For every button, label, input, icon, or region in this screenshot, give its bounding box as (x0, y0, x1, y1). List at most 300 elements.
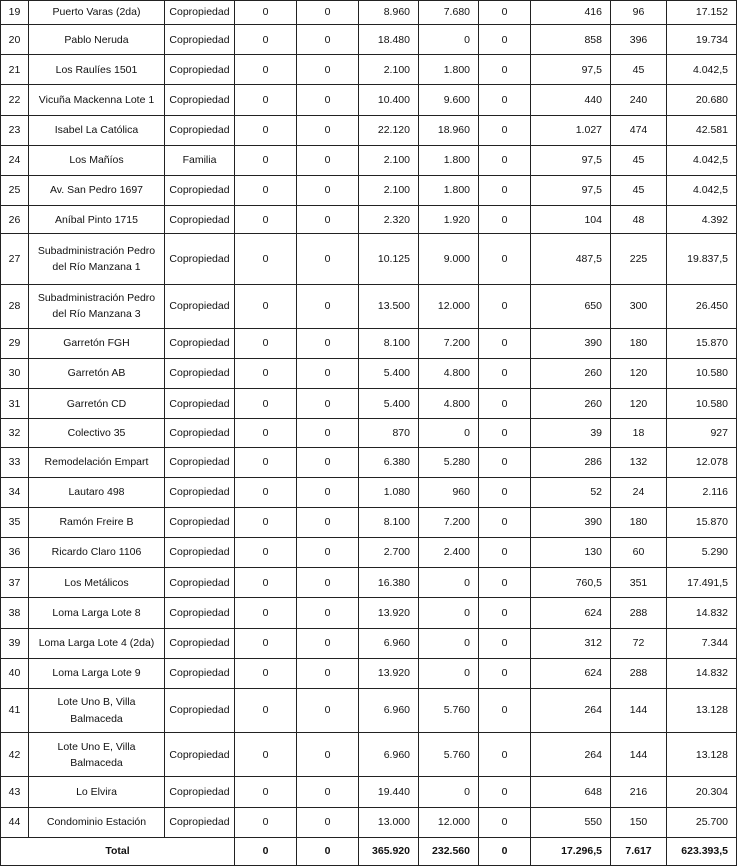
value-col-5: 0 (479, 85, 531, 115)
ownership-type: Copropiedad (165, 175, 235, 205)
value-col-5: 0 (479, 688, 531, 732)
row-number: 26 (1, 206, 29, 234)
row-number: 42 (1, 733, 29, 777)
value-col-4: 12.000 (419, 807, 479, 837)
value-col-3: 16.380 (359, 568, 419, 598)
value-col-7: 132 (611, 447, 667, 477)
value-col-2: 0 (297, 507, 359, 537)
site-name: Los Mañíos (29, 145, 165, 175)
site-name: Loma Larga Lote 8 (29, 598, 165, 628)
total-value-col-1: 0 (235, 837, 297, 865)
ownership-type: Copropiedad (165, 658, 235, 688)
value-col-1: 0 (235, 389, 297, 419)
table-row (1, 688, 737, 732)
site-name: Los Raulíes 1501 (29, 55, 165, 85)
total-value-col-3: 365.920 (359, 837, 419, 865)
site-name: Garretón AB (29, 359, 165, 389)
value-col-6: 416 (531, 1, 611, 25)
site-name: Pablo Neruda (29, 25, 165, 55)
site-name: Remodelación Empart (29, 447, 165, 477)
ownership-type: Copropiedad (165, 807, 235, 837)
table-row (1, 85, 737, 115)
ownership-type: Copropiedad (165, 115, 235, 145)
value-col-8: 42.581 (667, 115, 737, 145)
value-col-1: 0 (235, 115, 297, 145)
value-col-8: 15.870 (667, 507, 737, 537)
value-col-3: 18.480 (359, 25, 419, 55)
value-col-4: 12.000 (419, 284, 479, 328)
value-col-1: 0 (235, 598, 297, 628)
value-col-2: 0 (297, 145, 359, 175)
value-col-2: 0 (297, 628, 359, 658)
site-name: Subadministración Pedro del Río Manzana 1 (29, 234, 165, 284)
value-col-2: 0 (297, 538, 359, 568)
value-col-2: 0 (297, 733, 359, 777)
value-col-3: 1.080 (359, 477, 419, 507)
total-label: Total (1, 837, 235, 865)
value-col-2: 0 (297, 477, 359, 507)
value-col-6: 264 (531, 733, 611, 777)
table-row (1, 419, 737, 447)
value-col-1: 0 (235, 807, 297, 837)
value-col-8: 10.580 (667, 359, 737, 389)
ownership-type: Copropiedad (165, 568, 235, 598)
value-col-3: 19.440 (359, 777, 419, 807)
value-col-7: 120 (611, 359, 667, 389)
value-col-1: 0 (235, 55, 297, 85)
ownership-type: Copropiedad (165, 359, 235, 389)
value-col-7: 144 (611, 688, 667, 732)
row-number: 35 (1, 507, 29, 537)
row-number: 37 (1, 568, 29, 598)
value-col-8: 4.042,5 (667, 55, 737, 85)
site-name: Subadministración Pedro del Río Manzana 3 (29, 284, 165, 328)
value-col-7: 18 (611, 419, 667, 447)
table-row (1, 115, 737, 145)
value-col-8: 20.680 (667, 85, 737, 115)
value-col-8: 17.152 (667, 1, 737, 25)
ownership-type: Copropiedad (165, 688, 235, 732)
value-col-4: 4.800 (419, 359, 479, 389)
value-col-5: 0 (479, 115, 531, 145)
value-col-2: 0 (297, 115, 359, 145)
value-col-3: 22.120 (359, 115, 419, 145)
value-col-2: 0 (297, 328, 359, 358)
value-col-4: 0 (419, 568, 479, 598)
site-name: Garretón CD (29, 389, 165, 419)
table-row (1, 234, 737, 284)
ownership-type: Copropiedad (165, 284, 235, 328)
value-col-4: 2.400 (419, 538, 479, 568)
table-row (1, 25, 737, 55)
value-col-1: 0 (235, 777, 297, 807)
value-col-4: 9.600 (419, 85, 479, 115)
table-row (1, 206, 737, 234)
value-col-1: 0 (235, 507, 297, 537)
site-name: Puerto Varas (2da) (29, 1, 165, 25)
row-number: 25 (1, 175, 29, 205)
table-row (1, 477, 737, 507)
value-col-1: 0 (235, 145, 297, 175)
value-col-3: 5.400 (359, 389, 419, 419)
row-number: 27 (1, 234, 29, 284)
value-col-6: 858 (531, 25, 611, 55)
row-number: 21 (1, 55, 29, 85)
value-col-4: 7.200 (419, 507, 479, 537)
table-row (1, 175, 737, 205)
value-col-6: 1.027 (531, 115, 611, 145)
row-number: 39 (1, 628, 29, 658)
value-col-7: 72 (611, 628, 667, 658)
ownership-type: Copropiedad (165, 1, 235, 25)
value-col-8: 25.700 (667, 807, 737, 837)
value-col-1: 0 (235, 568, 297, 598)
ownership-type: Copropiedad (165, 477, 235, 507)
row-number: 33 (1, 447, 29, 477)
value-col-3: 10.125 (359, 234, 419, 284)
value-col-4: 0 (419, 628, 479, 658)
value-col-5: 0 (479, 807, 531, 837)
value-col-6: 312 (531, 628, 611, 658)
value-col-6: 624 (531, 598, 611, 628)
total-value-col-4: 232.560 (419, 837, 479, 865)
value-col-5: 0 (479, 175, 531, 205)
site-name: Vicuña Mackenna Lote 1 (29, 85, 165, 115)
value-col-1: 0 (235, 477, 297, 507)
total-value-col-2: 0 (297, 837, 359, 865)
table-row (1, 284, 737, 328)
ownership-type: Copropiedad (165, 206, 235, 234)
value-col-2: 0 (297, 55, 359, 85)
value-col-3: 2.700 (359, 538, 419, 568)
ownership-type: Copropiedad (165, 447, 235, 477)
row-number: 38 (1, 598, 29, 628)
value-col-7: 144 (611, 733, 667, 777)
value-col-8: 2.116 (667, 477, 737, 507)
value-col-7: 396 (611, 25, 667, 55)
value-col-3: 870 (359, 419, 419, 447)
ownership-type: Copropiedad (165, 598, 235, 628)
value-col-4: 4.800 (419, 389, 479, 419)
ownership-type: Copropiedad (165, 419, 235, 447)
value-col-4: 5.280 (419, 447, 479, 477)
table-body (1, 1, 737, 866)
row-number: 43 (1, 777, 29, 807)
ownership-type: Copropiedad (165, 628, 235, 658)
value-col-6: 260 (531, 389, 611, 419)
value-col-8: 19.837,5 (667, 234, 737, 284)
value-col-3: 8.100 (359, 507, 419, 537)
ownership-type: Familia (165, 145, 235, 175)
ownership-type: Copropiedad (165, 777, 235, 807)
site-name: Condominio Estación (29, 807, 165, 837)
value-col-4: 1.800 (419, 55, 479, 85)
value-col-5: 0 (479, 598, 531, 628)
value-col-3: 13.920 (359, 658, 419, 688)
ownership-type: Copropiedad (165, 85, 235, 115)
value-col-1: 0 (235, 733, 297, 777)
row-number: 31 (1, 389, 29, 419)
value-col-5: 0 (479, 777, 531, 807)
value-col-7: 240 (611, 85, 667, 115)
value-col-4: 0 (419, 777, 479, 807)
value-col-6: 97,5 (531, 145, 611, 175)
row-number: 28 (1, 284, 29, 328)
value-col-2: 0 (297, 1, 359, 25)
table-row (1, 568, 737, 598)
site-name: Loma Larga Lote 4 (2da) (29, 628, 165, 658)
site-name: Lo Elvira (29, 777, 165, 807)
value-col-6: 390 (531, 507, 611, 537)
value-col-7: 96 (611, 1, 667, 25)
ownership-type: Copropiedad (165, 328, 235, 358)
row-number: 30 (1, 359, 29, 389)
value-col-2: 0 (297, 688, 359, 732)
value-col-7: 288 (611, 658, 667, 688)
row-number: 22 (1, 85, 29, 115)
value-col-3: 2.320 (359, 206, 419, 234)
value-col-5: 0 (479, 568, 531, 598)
value-col-1: 0 (235, 688, 297, 732)
value-col-1: 0 (235, 359, 297, 389)
value-col-3: 8.960 (359, 1, 419, 25)
row-number: 20 (1, 25, 29, 55)
site-name: Isabel La Católica (29, 115, 165, 145)
value-col-4: 7.200 (419, 328, 479, 358)
table-row (1, 538, 737, 568)
site-name: Lote Uno B, Villa Balmaceda (29, 688, 165, 732)
value-col-6: 286 (531, 447, 611, 477)
value-col-6: 130 (531, 538, 611, 568)
value-col-8: 5.290 (667, 538, 737, 568)
site-name: Lautaro 498 (29, 477, 165, 507)
value-col-3: 6.380 (359, 447, 419, 477)
ownership-type: Copropiedad (165, 389, 235, 419)
table-row (1, 359, 737, 389)
site-name: Ramón Freire B (29, 507, 165, 537)
value-col-5: 0 (479, 55, 531, 85)
site-name: Los Metálicos (29, 568, 165, 598)
table-row (1, 328, 737, 358)
value-col-1: 0 (235, 284, 297, 328)
value-col-2: 0 (297, 658, 359, 688)
value-col-7: 60 (611, 538, 667, 568)
value-col-7: 150 (611, 807, 667, 837)
value-col-7: 120 (611, 389, 667, 419)
table-row (1, 389, 737, 419)
value-col-8: 15.870 (667, 328, 737, 358)
value-col-3: 13.500 (359, 284, 419, 328)
table-row (1, 777, 737, 807)
value-col-2: 0 (297, 807, 359, 837)
value-col-5: 0 (479, 447, 531, 477)
value-col-1: 0 (235, 419, 297, 447)
value-col-5: 0 (479, 538, 531, 568)
table-row (1, 145, 737, 175)
value-col-8: 14.832 (667, 658, 737, 688)
value-col-7: 351 (611, 568, 667, 598)
value-col-6: 648 (531, 777, 611, 807)
site-name: Lote Uno E, Villa Balmaceda (29, 733, 165, 777)
row-number: 23 (1, 115, 29, 145)
table-row (1, 598, 737, 628)
total-value-col-8: 623.393,5 (667, 837, 737, 865)
row-number: 34 (1, 477, 29, 507)
value-col-1: 0 (235, 328, 297, 358)
value-col-2: 0 (297, 234, 359, 284)
value-col-1: 0 (235, 234, 297, 284)
value-col-6: 650 (531, 284, 611, 328)
table-row (1, 507, 737, 537)
value-col-1: 0 (235, 447, 297, 477)
value-col-4: 18.960 (419, 115, 479, 145)
value-col-6: 104 (531, 206, 611, 234)
value-col-8: 927 (667, 419, 737, 447)
value-col-3: 13.000 (359, 807, 419, 837)
value-col-5: 0 (479, 733, 531, 777)
value-col-6: 760,5 (531, 568, 611, 598)
value-col-1: 0 (235, 85, 297, 115)
total-value-col-6: 17.296,5 (531, 837, 611, 865)
value-col-8: 4.042,5 (667, 145, 737, 175)
value-col-3: 5.400 (359, 359, 419, 389)
value-col-7: 216 (611, 777, 667, 807)
ownership-type: Copropiedad (165, 733, 235, 777)
value-col-2: 0 (297, 25, 359, 55)
ownership-type: Copropiedad (165, 538, 235, 568)
row-number: 40 (1, 658, 29, 688)
value-col-5: 0 (479, 25, 531, 55)
value-col-6: 260 (531, 359, 611, 389)
value-col-2: 0 (297, 568, 359, 598)
value-col-8: 20.304 (667, 777, 737, 807)
value-col-5: 0 (479, 145, 531, 175)
value-col-1: 0 (235, 25, 297, 55)
value-col-6: 550 (531, 807, 611, 837)
table-row (1, 55, 737, 85)
value-col-8: 17.491,5 (667, 568, 737, 598)
value-col-3: 10.400 (359, 85, 419, 115)
value-col-7: 45 (611, 175, 667, 205)
value-col-2: 0 (297, 419, 359, 447)
value-col-3: 2.100 (359, 175, 419, 205)
row-number: 41 (1, 688, 29, 732)
value-col-1: 0 (235, 628, 297, 658)
value-col-7: 24 (611, 477, 667, 507)
table-row (1, 1, 737, 25)
site-name: Colectivo 35 (29, 419, 165, 447)
value-col-6: 390 (531, 328, 611, 358)
value-col-5: 0 (479, 328, 531, 358)
value-col-4: 5.760 (419, 733, 479, 777)
row-number: 32 (1, 419, 29, 447)
value-col-6: 52 (531, 477, 611, 507)
value-col-3: 2.100 (359, 55, 419, 85)
value-col-8: 4.042,5 (667, 175, 737, 205)
row-number: 44 (1, 807, 29, 837)
table-row (1, 628, 737, 658)
value-col-3: 6.960 (359, 733, 419, 777)
value-col-1: 0 (235, 175, 297, 205)
value-col-5: 0 (479, 234, 531, 284)
value-col-3: 8.100 (359, 328, 419, 358)
value-col-8: 4.392 (667, 206, 737, 234)
row-number: 29 (1, 328, 29, 358)
value-col-4: 1.800 (419, 175, 479, 205)
value-col-5: 0 (479, 419, 531, 447)
table-row (1, 733, 737, 777)
site-name: Aníbal Pinto 1715 (29, 206, 165, 234)
value-col-5: 0 (479, 658, 531, 688)
value-col-5: 0 (479, 389, 531, 419)
value-col-7: 300 (611, 284, 667, 328)
value-col-6: 97,5 (531, 175, 611, 205)
value-col-5: 0 (479, 477, 531, 507)
value-col-2: 0 (297, 389, 359, 419)
value-col-3: 13.920 (359, 598, 419, 628)
value-col-3: 6.960 (359, 628, 419, 658)
value-col-4: 1.920 (419, 206, 479, 234)
value-col-4: 0 (419, 598, 479, 628)
value-col-6: 624 (531, 658, 611, 688)
ownership-type: Copropiedad (165, 507, 235, 537)
value-col-4: 5.760 (419, 688, 479, 732)
row-number: 24 (1, 145, 29, 175)
value-col-7: 288 (611, 598, 667, 628)
value-col-1: 0 (235, 206, 297, 234)
value-col-8: 14.832 (667, 598, 737, 628)
value-col-8: 7.344 (667, 628, 737, 658)
value-col-2: 0 (297, 359, 359, 389)
table-row (1, 447, 737, 477)
value-col-6: 487,5 (531, 234, 611, 284)
total-value-col-7: 7.617 (611, 837, 667, 865)
value-col-3: 6.960 (359, 688, 419, 732)
site-name: Loma Larga Lote 9 (29, 658, 165, 688)
value-col-1: 0 (235, 658, 297, 688)
value-col-2: 0 (297, 206, 359, 234)
value-col-7: 180 (611, 507, 667, 537)
value-col-1: 0 (235, 538, 297, 568)
table-row (1, 658, 737, 688)
ownership-type: Copropiedad (165, 234, 235, 284)
table-row (1, 807, 737, 837)
value-col-7: 45 (611, 55, 667, 85)
value-col-6: 440 (531, 85, 611, 115)
value-col-5: 0 (479, 628, 531, 658)
value-col-8: 19.734 (667, 25, 737, 55)
ownership-type: Copropiedad (165, 25, 235, 55)
site-name: Av. San Pedro 1697 (29, 175, 165, 205)
value-col-5: 0 (479, 359, 531, 389)
value-col-2: 0 (297, 447, 359, 477)
value-col-7: 225 (611, 234, 667, 284)
value-col-7: 180 (611, 328, 667, 358)
value-col-3: 2.100 (359, 145, 419, 175)
value-col-2: 0 (297, 85, 359, 115)
value-col-6: 264 (531, 688, 611, 732)
value-col-5: 0 (479, 507, 531, 537)
value-col-5: 0 (479, 206, 531, 234)
value-col-7: 48 (611, 206, 667, 234)
value-col-4: 7.680 (419, 1, 479, 25)
total-value-col-5: 0 (479, 837, 531, 865)
value-col-4: 960 (419, 477, 479, 507)
value-col-2: 0 (297, 777, 359, 807)
value-col-8: 10.580 (667, 389, 737, 419)
value-col-4: 0 (419, 25, 479, 55)
value-col-2: 0 (297, 598, 359, 628)
